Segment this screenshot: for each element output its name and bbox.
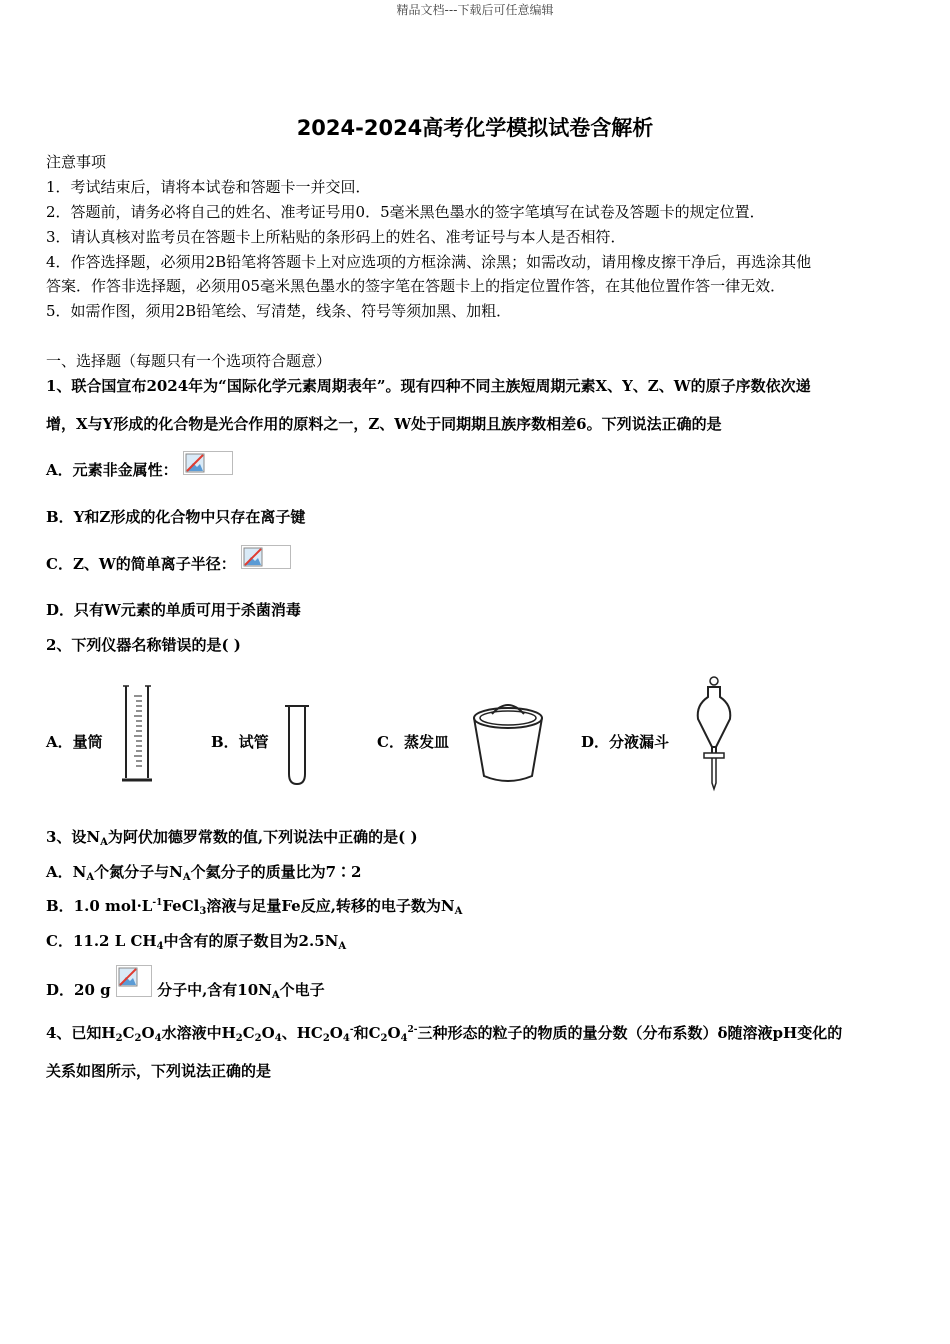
note-item: 1．考试结束后，请将本试卷和答题卡一并交回． — [46, 178, 371, 196]
note-item: 答案．作答非选择题，必须用05毫米黑色墨水的签字笔在答题卡上的指定位置作答，在其他位置作答一律无效． — [46, 277, 786, 295]
q1-option-c-text: C．Z、W的简单离子半径： — [46, 555, 236, 573]
q1-option-d: D．只有W元素的单质可用于杀菌消毒 — [46, 601, 301, 619]
q2-option-b: B．试管 — [211, 733, 269, 751]
broken-image-icon — [116, 965, 152, 997]
q3-stem: 3、设$N_A$为阿伏加德罗常数的值,下列说法中正确的是( ) — [46, 828, 418, 848]
q1-option-a — [46, 459, 233, 483]
q3-option-a: A．$N_A$个氮分子与$N_A$个氦分子的质量比为7∶2 — [46, 863, 362, 883]
evaporating-dish-icon — [470, 700, 546, 786]
notes-heading: 注意事项 — [46, 153, 107, 171]
q2-option-d: D．分液漏斗 — [581, 733, 670, 751]
q1-stem-line1: 1、联合国宣布2024年为“国际化学元素周期表年”。现有四种不同主族短周期元素X、Y、Z、W的原子序数依次递 — [46, 377, 811, 395]
q1-stem-line2: 增，X与Y形成的化合物是光合作用的原料之一，Z、W处于同期期且族序数相差6。下列说法正确的是 — [46, 415, 722, 433]
q2-option-a: A．量筒 — [46, 733, 103, 751]
separatory-funnel-icon — [694, 675, 734, 793]
broken-image-icon — [183, 451, 233, 475]
q4-stem-line1: 4、已知$H_2C_2O_4$水溶液中$H_2C_2O_4$、$HC_2O_4^-$和$C_2O_4^{2-}$三种形态的粒子的物质的量分数（分布系数）δ随溶液pH变化的 — [46, 1024, 843, 1044]
page-title: 2024-2024高考化学模拟试卷含解析 — [296, 116, 654, 140]
page-header: 精品文档---下载后可任意编辑 — [396, 3, 554, 17]
q2-stem: 2、下列仪器名称错误的是( ) — [46, 636, 241, 654]
q3-option-b: B．1.0 $mol\cdot L^{-1}FeCl_3$溶液与足量Fe反应,转移的电子数为$N_A$ — [46, 897, 463, 917]
graduated-cylinder-icon — [120, 684, 156, 784]
q2-option-c: C．蒸发皿 — [377, 733, 449, 751]
note-item: 4．作答选择题，必须用2B铅笔将答题卡上对应选项的方框涂满、涂黑；如需改动，请用橡皮擦干净后，再选涂其他 — [46, 253, 812, 271]
q3-option-c: C．11.2 L $CH_4$中含有的原子数目为$2.5N_A$ — [46, 932, 347, 952]
note-item: 3．请认真核对监考员在答题卡上所粘贴的条形码上的姓名、准考证号与本人是否相符． — [46, 228, 626, 246]
q1-option-a-text: A．元素非金属性： — [46, 461, 178, 479]
section-heading: 一、选择题（每题只有一个选项符合题意） — [46, 352, 332, 370]
q1-option-b: B．Y和Z形成的化合物中只存在离子键 — [46, 508, 306, 526]
test-tube-icon — [283, 704, 311, 788]
note-item: 5．如需作图，须用2B铅笔绘、写清楚，线条、符号等须加黑、加粗． — [46, 302, 512, 320]
q1-option-c — [46, 553, 291, 577]
q3-option-d: D．20 g 分子中,含有$10N_A$个电子 — [46, 975, 325, 1007]
broken-image-icon — [241, 545, 291, 569]
note-item: 2．答题前，请务必将自己的姓名、准考证号用0．5毫米黑色墨水的签字笔填写在试卷及答题卡的规定位置． — [46, 203, 765, 221]
q4-stem-line2: 关系如图所示，下列说法正确的是 — [46, 1062, 272, 1080]
